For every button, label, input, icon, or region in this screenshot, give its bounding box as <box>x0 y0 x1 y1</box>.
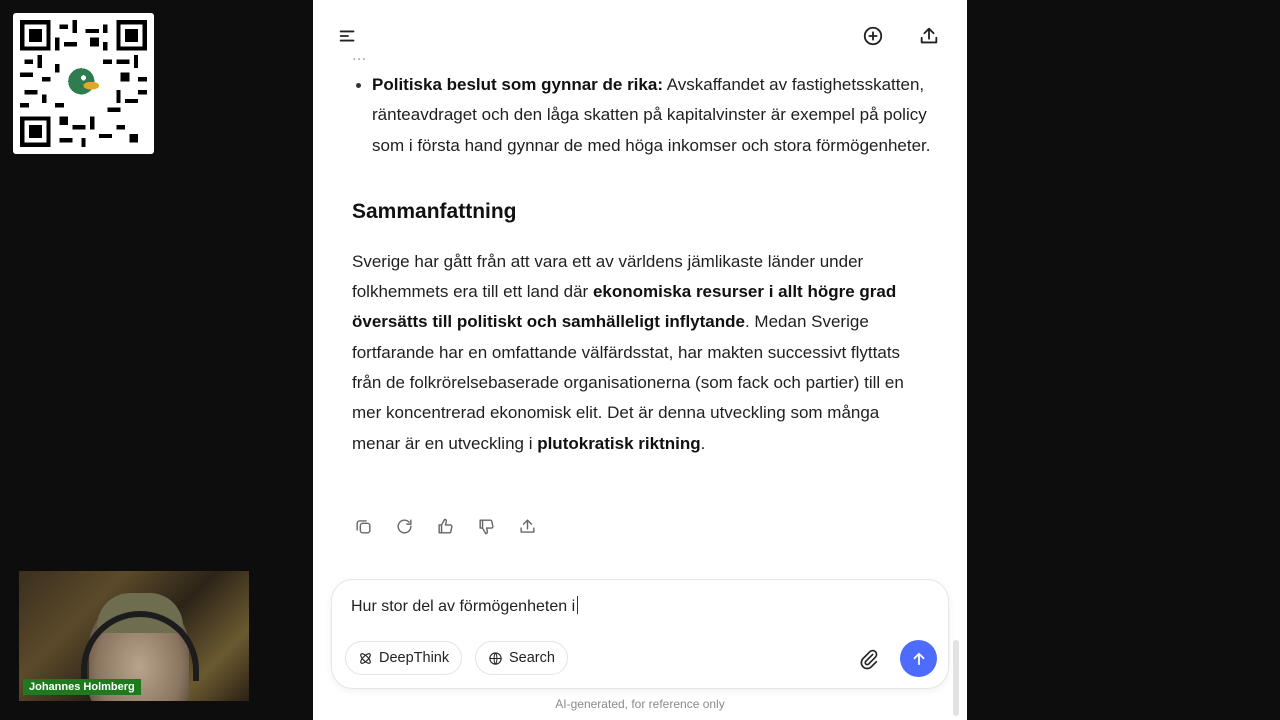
copy-button[interactable] <box>351 514 375 538</box>
share-message-button[interactable] <box>515 514 539 538</box>
regenerate-button[interactable] <box>392 514 416 538</box>
search-toggle[interactable] <box>475 641 568 675</box>
deepthink-toggle[interactable] <box>345 641 462 675</box>
like-button[interactable] <box>433 514 457 538</box>
ai-disclaimer: AI-generated, for reference only <box>555 697 725 711</box>
assistant-message <box>352 40 932 459</box>
streamer-name-tag: Johannes Holmberg <box>23 679 141 695</box>
faded-text-line: ... <box>352 45 367 64</box>
thumbs-up-icon <box>436 517 455 536</box>
dislike-button[interactable] <box>474 514 498 538</box>
message-input[interactable]: Hur stor del av förmögenheten i <box>351 596 578 616</box>
attach-button[interactable] <box>858 648 880 670</box>
share-icon <box>518 517 537 536</box>
globe-icon <box>488 651 503 666</box>
search-label: Search <box>509 650 555 666</box>
bullet-list <box>352 70 932 161</box>
qr-code-image <box>20 20 147 147</box>
send-button[interactable] <box>900 640 937 677</box>
section-heading: Sammanfattning <box>352 199 517 223</box>
list-item: Politiska beslut som gynnar de rika: Avskaffandet av fastighetsskatten, ränteavdraget och den låga skatten på kapitalvinster är exempel på policy som i första hand gynnar de med höga inkomser och stora förmögenheter. <box>372 70 932 161</box>
chat-panel <box>313 0 967 720</box>
scrollbar[interactable] <box>953 640 959 716</box>
message-composer <box>331 579 949 689</box>
summary-paragraph: Sverige har gått från att vara ett av världens jämlikaste länder under folkhemmets era till ett land där ekonomiska resurser i allt högre grad översätts till politiskt och samhälleligt inflytande. Medan Sverige fortfarande har en omfattande välfärdsstat, har makten successivt flyttats från de folkrörelsebaserade organisationerna (som fack och partier) till en mer koncentrerad ekonomisk elit. Det är denna utveckling som många menar är en utveckling i plutokratisk riktning. <box>352 251 904 453</box>
refresh-icon <box>395 517 414 536</box>
webcam-overlay <box>19 571 249 701</box>
message-actions <box>351 514 539 538</box>
deepthink-label: DeepThink <box>379 650 450 666</box>
copy-icon <box>354 517 373 536</box>
arrow-up-icon <box>910 650 928 668</box>
atom-icon <box>358 651 373 666</box>
thumbs-down-icon <box>477 517 496 536</box>
qr-code <box>13 13 154 154</box>
paperclip-icon <box>858 648 880 670</box>
